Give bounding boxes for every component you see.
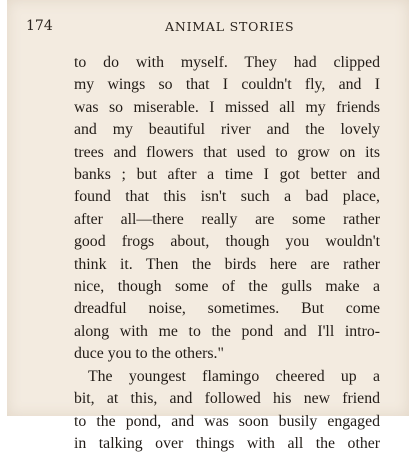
text-line: duce you to the others."	[74, 345, 224, 363]
text-line: and my beautiful river and the lovely	[74, 121, 380, 139]
text-line: found that this isn't such a bad place,	[74, 188, 380, 206]
text-line: banks ; but after a time I got better and	[74, 166, 380, 184]
text-line: trees and flowers that used to grow on its	[74, 143, 380, 161]
text-line: good frogs about, though you wouldn't	[74, 233, 380, 251]
text-line: think it. Then the birds here are rather	[74, 255, 380, 273]
running-title: ANIMAL STORIES	[165, 19, 295, 34]
text-line: to the pond, and was soon busily engaged	[74, 412, 380, 430]
text-line: after all—there really are some rather	[74, 210, 380, 228]
book-page	[7, 0, 409, 452]
text-line: along with me to the pond and I'll intro-	[74, 322, 380, 340]
body-text	[74, 52, 380, 455]
page-number: 174	[26, 18, 53, 34]
text-line: dreadful noise, sometimes. But come	[74, 300, 380, 318]
text-line: to do with myself. They had clipped	[74, 54, 380, 71]
text-line: was so miserable. I missed all my friends	[74, 98, 380, 116]
text-line: bit, at this, and followed his new friend	[74, 390, 380, 408]
running-head	[7, 18, 409, 38]
text-line: nice, though some of the gulls make a	[74, 278, 380, 296]
text-line: in talking over things with all the other	[74, 434, 380, 452]
text-line: The youngest flamingo cheered up a	[88, 367, 380, 385]
text-line: my wings so that I couldn't fly, and I	[74, 76, 380, 94]
